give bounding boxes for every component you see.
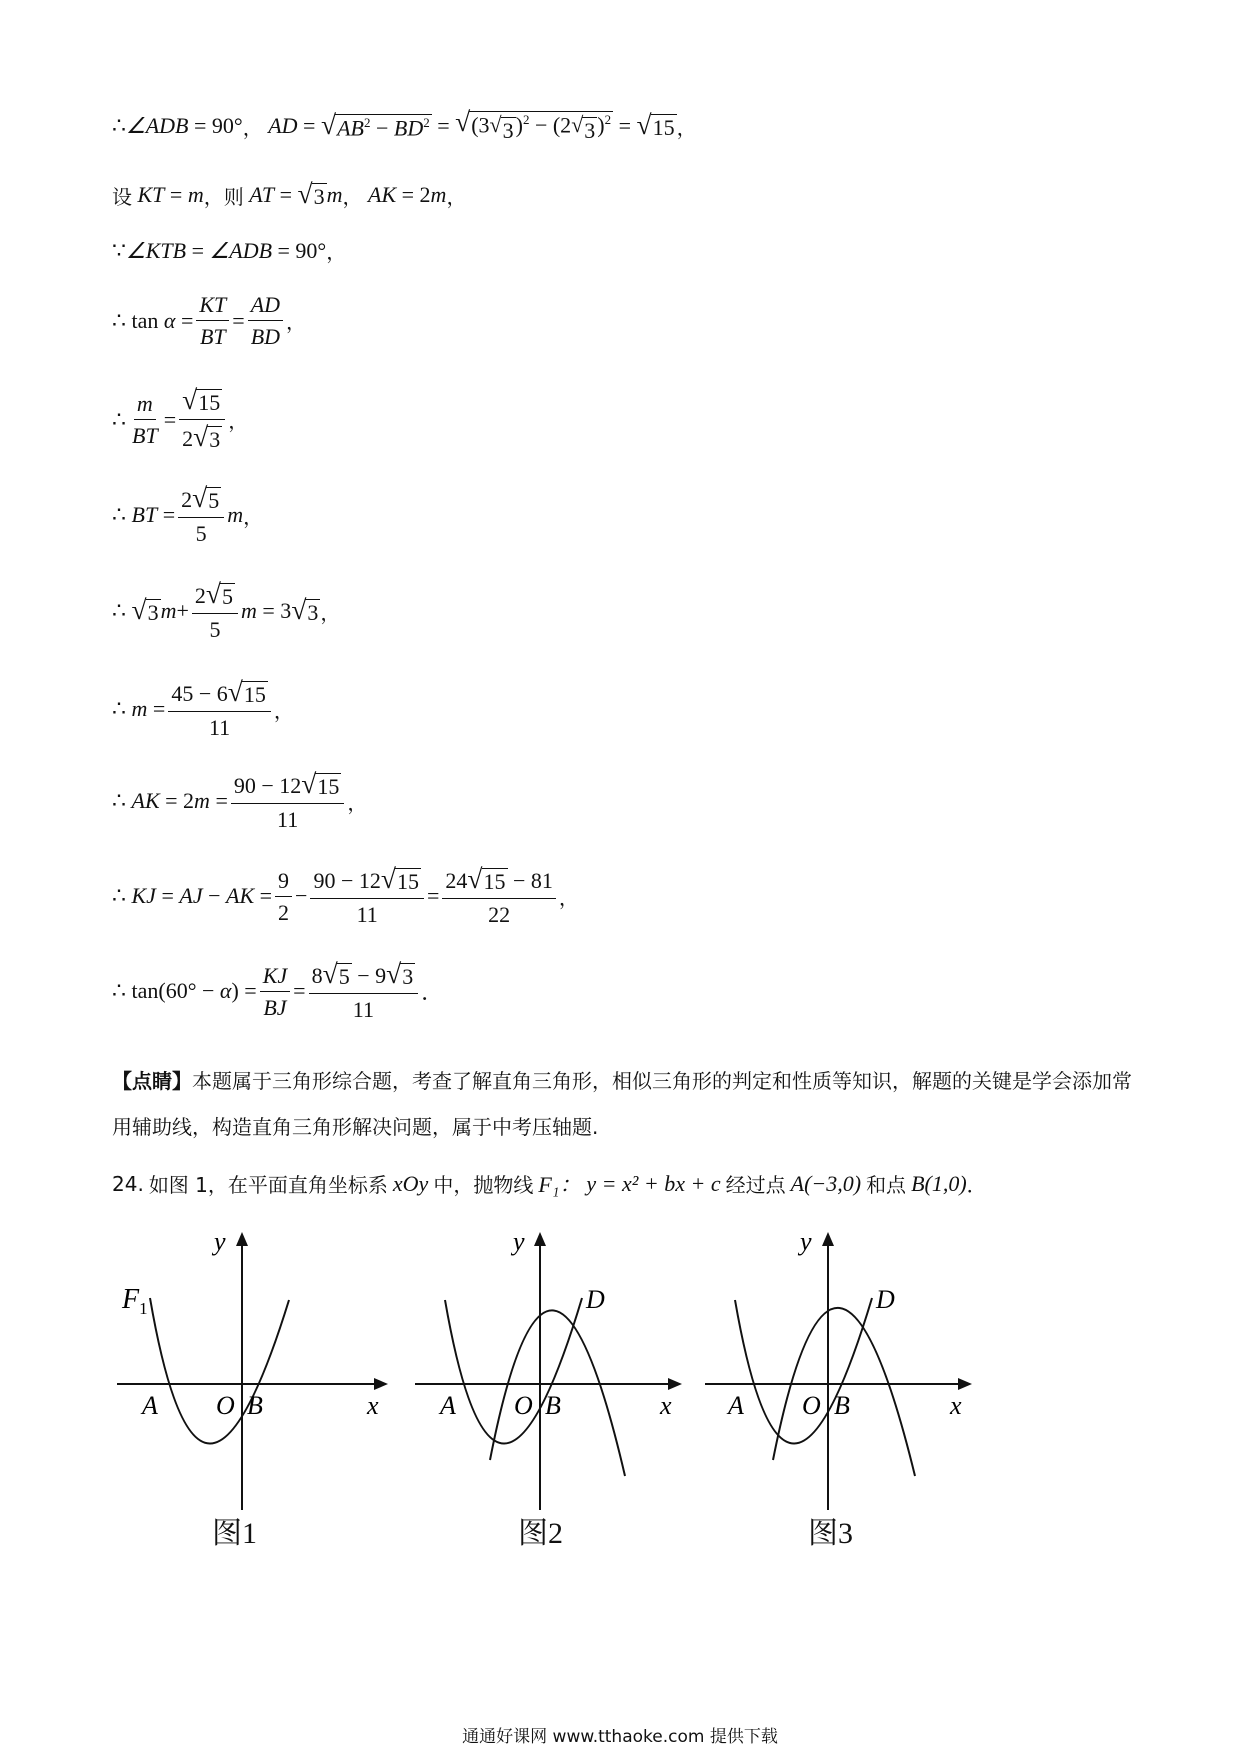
eq-line-9: ∴ AK = 2 m = 90 − 12 √ 15 11 ， bbox=[112, 768, 368, 833]
eq-line-8: ∴ m = 45 − 6 √ 15 11 ， bbox=[112, 676, 294, 741]
eq-line-11: ∴ tan(60° − α ) = $\frac{KJ}{BJ}$ = 8 √ 5 − 9 √ 3 11 ． bbox=[112, 958, 444, 1023]
label-a: A bbox=[440, 1391, 456, 1420]
q24-point-b: B(1,0) bbox=[911, 1170, 967, 1196]
note-tag: 【点睛】 bbox=[112, 1069, 192, 1093]
label-d: D bbox=[876, 1285, 895, 1314]
y-axis-arrow bbox=[236, 1232, 248, 1246]
eq-line-3: ∵ ∠ KTB = ∠ ADB = 90° ， bbox=[112, 237, 347, 264]
label-x: x bbox=[660, 1391, 672, 1420]
note-text: 本题属于三角形综合题，考查了解直角三角形，相似三角形的判定和性质等知识，解题的关键是学会添加常用辅助线，构造直角三角形解决问题，属于中考压轴题. bbox=[112, 1069, 1132, 1139]
label-x: x bbox=[950, 1391, 962, 1420]
q24-text-b: 中，抛物线 bbox=[433, 1173, 534, 1197]
question-24 bbox=[112, 1168, 987, 1199]
figure-2 bbox=[410, 1228, 690, 1568]
eq-line-10: ∴ KJ = AJ − AK = $\frac{9}{2}$ − 90 − 12 √ 15 11 = 24 √ 15 − 81 22 ， bbox=[112, 863, 579, 928]
label-o: O bbox=[216, 1391, 235, 1420]
eq-line-4: ∴ tan α = $\frac{KT}{BT}$ = $\frac{AD}{BD}$ ， bbox=[112, 292, 307, 350]
parabola-f1 bbox=[445, 1298, 582, 1444]
figure-2-graph bbox=[410, 1228, 690, 1518]
label-b: B bbox=[247, 1391, 263, 1420]
parabola-f1 bbox=[735, 1298, 872, 1444]
q24-coord: xOy bbox=[392, 1170, 429, 1196]
x-axis-arrow bbox=[958, 1378, 972, 1390]
x-axis-arrow bbox=[668, 1378, 682, 1390]
label-b: B bbox=[545, 1391, 561, 1420]
y-axis-arrow bbox=[534, 1232, 546, 1246]
eq-line-7: ∴ √ 3 m + 2 √ 5 5 m = 3 √ 3 ， bbox=[112, 578, 341, 643]
label-a: A bbox=[142, 1391, 158, 1420]
figure-1-caption: 图1 bbox=[212, 1517, 257, 1550]
eq-line-2: 设 KT = m ，则 AT = √ 3 m ， AK = 2 m ， bbox=[112, 178, 467, 209]
label-y: y bbox=[513, 1227, 525, 1256]
curve-label-f1: $F_1$ bbox=[122, 1284, 148, 1318]
label-o: O bbox=[514, 1391, 533, 1420]
q24-point-a: A(−3,0) bbox=[790, 1170, 862, 1196]
label-d: D bbox=[586, 1285, 605, 1314]
q24-text-a: 如图 1，在平面直角坐标系 bbox=[148, 1173, 388, 1197]
q24-text-c: 经过点 bbox=[725, 1173, 786, 1197]
figure-1 bbox=[112, 1228, 392, 1568]
label-x: x bbox=[367, 1391, 379, 1420]
label-o: O bbox=[802, 1391, 821, 1420]
q24-text-e: ． bbox=[966, 1173, 987, 1197]
label-y: y bbox=[800, 1227, 812, 1256]
eq-line-5: ∴ $\frac{m}{BT}$ = √ 15 2 √ 3 ， bbox=[112, 384, 249, 453]
label-y: y bbox=[214, 1227, 226, 1256]
label-b: B bbox=[834, 1391, 850, 1420]
figure-1-graph bbox=[112, 1228, 392, 1518]
figure-2-caption: 图2 bbox=[518, 1517, 563, 1550]
x-axis-arrow bbox=[374, 1378, 388, 1390]
label-a: A bbox=[728, 1391, 744, 1420]
q24-text-d: 和点 bbox=[866, 1173, 907, 1197]
page-footer: 通通好课网 www.tthaoke.com 提供下载 bbox=[462, 1727, 778, 1747]
eq-line-6: ∴ BT = 2 √ 5 5 m ， bbox=[112, 482, 264, 547]
key-point-note bbox=[112, 1058, 1132, 1150]
figure-3 bbox=[700, 1228, 980, 1568]
eq-line-1: ∴ ∠ ADB = 90° ， AD = √ $AB^2 - BD^2$ = √ (3 √ 3 )$^2$ − (2 √ 3 )$^2$ = √ 15 ， bbox=[112, 106, 697, 144]
question-number: 24. bbox=[112, 1171, 144, 1196]
figure-3-graph bbox=[700, 1228, 980, 1518]
parabola-f1 bbox=[150, 1298, 289, 1444]
q24-curve: F₁： bbox=[538, 1172, 582, 1197]
q24-equation: y = x² + bx + c bbox=[586, 1170, 721, 1196]
y-axis-arrow bbox=[822, 1232, 834, 1246]
figure-3-caption: 图3 bbox=[808, 1517, 853, 1550]
